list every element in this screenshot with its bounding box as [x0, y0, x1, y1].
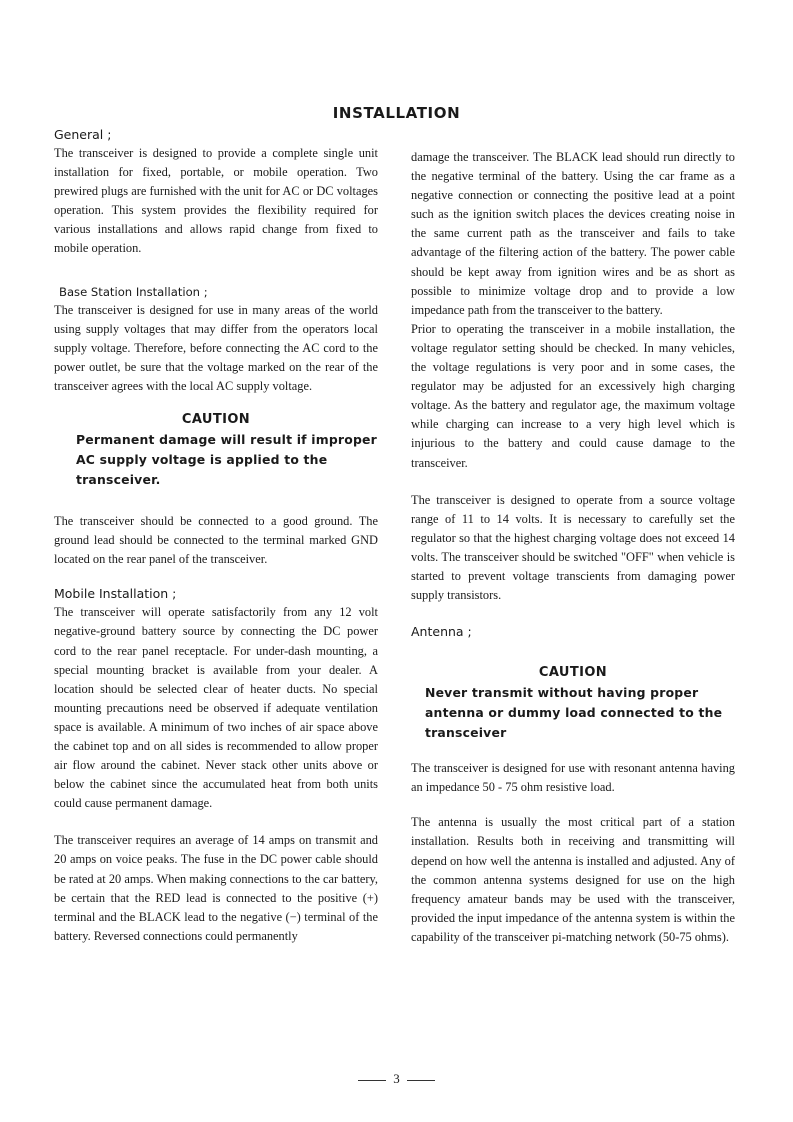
page-title: INSTALLATION [332, 104, 461, 122]
regulator-text: Prior to operating the transceiver in a mobile installation, the voltage regulator setting should be checked. In many vehicles, the voltage regulations is very poor and in some cases, the regulator may be adjusted for an excessively high charging voltage. As the battery and regulator age, the maximum voltage while charging can increase to a very high level which is injurious to the battery and could cause damage to the transceiver. [411, 321, 735, 470]
antenna-caution-text: Never transmit without having proper antenna or dummy load connected to the transceiver [425, 685, 723, 741]
left-column [54, 126, 378, 946]
general-text: The transceiver is designed to provide a complete single unit installation for fixed, portable, or mobile operation. Two prewired plugs are furnished with the unit for AC or DC voltages operation. This system provides the flexibility required for various installations and allows rapid change from fixed to mobile operation. [54, 146, 378, 256]
page-footer [0, 1071, 793, 1087]
voltage-range-text: The transceiver is designed to operate from a source voltage range of 11 to 14 volts. It is necessary to carefully set the regulator so that the highest charging voltage does not exceed 14 volts. The transceiver should be switched "OFF" when vehicle is started to prevent voltage transcients from damaging power supply transistors. [411, 492, 735, 603]
mobile-text-2: The transceiver requires an average of 14 amps on transmit and 20 amps on voice peaks. The fuse in the DC power cable should be rated at 20 amps. When making connections to the car battery, be certain that the RED lead is connected to the positive (+) terminal and the BLACK lead to the negative (−) terminal of the battery. Reversed connections could permanently [54, 833, 378, 943]
antenna-heading: Antenna ; [411, 624, 472, 640]
battery-text: damage the transceiver. The BLACK lead should run directly to the negative terminal of the battery. Using the car frame as a negative connection or connecting the positive lead at a point such as the ignition switch places the devices creating noise in the same current path as the transceiver and fails to take advantage of the filtering action of the battery. The power cable should be kept away from ignition wires and be as short as possible to minimize voltage drop and to provide a low impedance path from the transceiver to the battery. [411, 150, 735, 317]
footer-rule-left [358, 1080, 386, 1081]
caution-text: Permanent damage will result if improper AC supply voltage is applied to the transceiver. [76, 432, 377, 488]
right-column [411, 148, 735, 947]
ground-text: The transceiver should be connected to a good ground. The ground lead should be connected to the terminal marked GND located on the rear panel of the transceiver. [54, 514, 378, 567]
footer-rule-right [407, 1080, 435, 1081]
mobile-heading: Mobile Installation ; [54, 586, 177, 602]
mobile-text-1: The transceiver will operate satisfactorily from any 12 volt negative-ground battery source by connecting the DC power cord to the rear panel receptacle. For under-dash mounting, a special mounting bracket is available from your dealer. A location should be selected clear of heater ducts. No special mounting precautions need be observed if adequate ventilation space is available. A minimum of two inches of air space above the cabinet top and on all sides is recommended to allow proper air flow around the cabinet. Never stack other units above or below the cabinet since the accumulated heat from both units could cause permanent damage. [54, 605, 378, 811]
caution-title: CAUTION [181, 412, 251, 428]
page-number: 3 [393, 1071, 400, 1086]
general-heading: General ; [54, 127, 112, 142]
antenna-text-2: The antenna is usually the most critical part of a station installation. Results both in receiving and transmitting will depend on how well the antenna is installed and adjusted. Any of the common antenna systems designed for use on the high frequency amateur bands may be used with the transceiver, provided the input impedance of the antenna system is within the capability of the transceiver pi-matching network (50-75 ohms). [411, 815, 735, 944]
antenna-text-1: The transceiver is designed for use with resonant antenna having an impedance 50 - 75 ohm resistive load. [411, 761, 735, 795]
base-station-text: The transceiver is designed for use in many areas of the world using supply voltages that may differ from the operators local supply voltage. Therefore, before connecting the AC cord to the power outlet, be sure that the voltage marked on the rear of the transceiver agrees with the local AC supply voltage. [54, 302, 378, 393]
antenna-caution-title: CAUTION [538, 665, 608, 681]
base-station-heading: Base Station Installation ; [59, 284, 208, 299]
